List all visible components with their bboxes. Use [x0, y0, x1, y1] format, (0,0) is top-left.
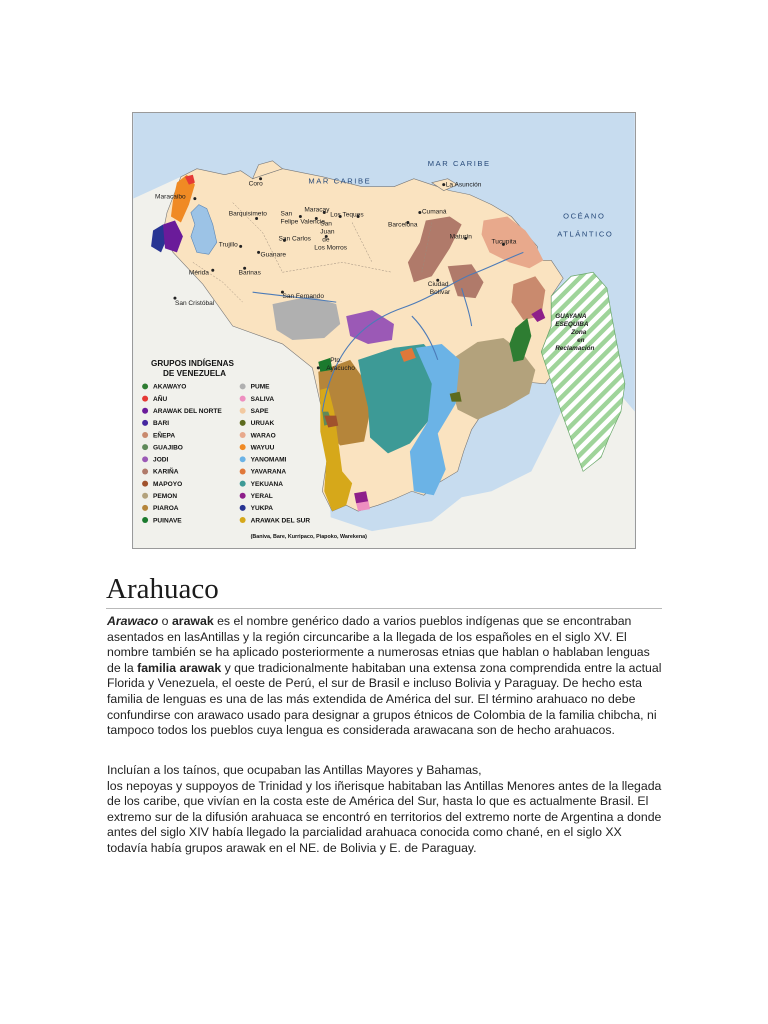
legend-title-1: GRUPOS INDÍGENAS [151, 358, 235, 368]
legend-label: SALIVA [250, 395, 275, 403]
legend-swatch [142, 396, 148, 402]
city-maracaibo: Maracaibo [155, 193, 186, 201]
paragraph-line-1: Incluían a los taínos, que ocupaban las Antillas Mayores y Bahamas, [107, 763, 482, 777]
legend-label: BARI [153, 420, 170, 428]
sea-label-atlantico: ATLÁNTICO [557, 229, 614, 239]
article-title: Arahuaco [106, 572, 662, 609]
term-arawak: arawak [171, 614, 214, 628]
legend-swatch [240, 408, 246, 414]
legend-label: YANOMAMI [250, 456, 287, 464]
legend-label: PUME [250, 383, 270, 391]
legend-title-2: DE VENEZUELA [163, 368, 227, 378]
city-merida: Mérida [188, 269, 209, 277]
city-sjm-4: Los Morros [314, 244, 348, 252]
legend-swatch [142, 481, 148, 487]
city-san-felipe-2: Felipe [280, 218, 299, 226]
legend-label: PUINAVE [153, 517, 182, 525]
legend-swatch [240, 383, 246, 389]
legend-swatch [142, 505, 148, 511]
legend-label: YEKUANA [250, 480, 283, 488]
legend-swatch [240, 517, 246, 523]
city-coro: Coro [248, 180, 263, 188]
legend-swatch [142, 444, 148, 450]
legend-label: YUKPA [250, 505, 274, 513]
legend-swatch [142, 456, 148, 462]
city-maturin: Maturín [449, 233, 472, 241]
city-san-cristobal: San Cristóbal [174, 300, 215, 308]
city-ciudad-bolivar-2: Bolívar [429, 289, 451, 297]
legend-swatch [240, 481, 246, 487]
legend-label: ARAWAK DEL NORTE [153, 408, 222, 416]
legend-label: WARAO [250, 432, 276, 440]
legend-label: YAVARANA [250, 468, 287, 476]
guayana-label-3: Zona [571, 328, 587, 336]
legend-note: (Baniva, Bare, Kurripaco, Piapoko, Warekena) [250, 534, 367, 541]
city-maracay: Maracay [304, 206, 330, 214]
legend-swatch [240, 396, 246, 402]
legend-swatch [142, 408, 148, 414]
sea-label-oceano: OCÉANO [563, 211, 606, 221]
city-tucupita: Tucupita [491, 238, 517, 246]
term-familia-arawak: familia arawak [137, 660, 222, 675]
legend-label: PIAROA [153, 505, 179, 513]
legend-label: ARAWAK DEL SUR [250, 517, 311, 525]
legend-swatch [142, 493, 148, 499]
legend-label: EÑEPA [153, 432, 176, 440]
paragraph-peoples [107, 763, 663, 857]
term-arawaco: Arawaco [107, 614, 159, 628]
venezuela-indigenous-groups-map [132, 112, 636, 549]
legend-swatch [240, 444, 246, 450]
guayana-label-4: en [577, 336, 585, 344]
legend-swatch [142, 383, 148, 389]
text-fragment: y que tradicionalmente habitaban una extensa zona comprendida entre la actual Florida y Venezuela, el oeste de Perú, el sur de Brasil e incluso Bolivia y Paraguay. De hecho esta familia de lenguas es una de las más extendida de América del sur. El término arahuaco no debe confundirse con arawaco usado para designar a grupos étnicos de Colombia de la familia chibcha, ni tampoco todos los pueblos cuya lengua es considerada arawacana son de hecho arahuacos. [107, 660, 662, 738]
city-san-fernando: San Fernando [282, 293, 324, 301]
legend-swatch [142, 432, 148, 438]
guayana-label-5: Reclamación [555, 344, 595, 352]
city-san-carlos: San Carlos [278, 235, 311, 243]
legend-swatch [142, 517, 148, 523]
guayana-label-2: ESEQUIBA [555, 321, 589, 329]
legend-label: YERAL [250, 493, 273, 501]
city-cumana: Cumaná [421, 208, 447, 216]
legend-label: SAPE [250, 408, 269, 416]
legend-label: KARIÑA [153, 468, 179, 476]
city-barquisimeto: Barquisimeto [228, 210, 267, 218]
city-ayacucho-1: Pto. [330, 356, 342, 364]
legend-label: AÑU [153, 395, 168, 403]
sea-label-caribe-right: MAR CARIBE [427, 158, 491, 168]
legend-label: AKAWAYO [153, 383, 187, 391]
city-los-teques: Los Teques [330, 211, 364, 219]
city-sjm-2: Juan [320, 228, 335, 236]
city-sjm-3: de [322, 236, 330, 244]
city-sjm-1: San [320, 220, 332, 228]
sea-label-caribe-left: MAR CARIBE [308, 176, 372, 186]
city-barcelona: Barcelona [387, 221, 418, 229]
legend-swatch [240, 456, 246, 462]
legend-swatch [240, 468, 246, 474]
city-trujillo: Trujillo [218, 241, 238, 249]
legend-label: GUAJIBO [153, 444, 183, 452]
legend-swatch [142, 468, 148, 474]
guayana-label-1: GUAYANA [555, 313, 587, 321]
legend-swatch [240, 432, 246, 438]
legend-label: PEMON [153, 493, 178, 501]
city-barinas: Barinas [238, 269, 261, 277]
city-ayacucho-2: Ayacucho [326, 364, 355, 372]
legend-swatch [240, 493, 246, 499]
city-san-felipe-1: San [280, 210, 293, 218]
legend-swatch [240, 505, 246, 511]
paragraph-intro [107, 614, 663, 739]
legend-label: JODI [153, 456, 169, 464]
legend-swatch [142, 420, 148, 426]
region-yeral-south [354, 491, 368, 503]
legend-label: MAPOYO [153, 480, 183, 488]
city-guanare: Guanare [260, 251, 287, 259]
legend-label: URUAK [250, 420, 275, 428]
legend-label: WAYUU [250, 444, 275, 452]
city-valencia: Valencia [300, 218, 326, 226]
city-la-asuncion: La Asunción [445, 181, 482, 189]
city-ciudad-bolivar-1: Ciudad [427, 281, 449, 289]
legend-swatch [240, 420, 246, 426]
text-fragment: o [158, 614, 172, 628]
paragraph-line-2: los nepoyas y suppoyos de Trinidad y los iñerisque habitaban las Antillas Menores antes de la llegada de los caribe, que vivían en la costa este de América del Sur, hasta lo que es actualmente Brasil. El extremo sur de la difusión arahuaca se encontró en territorios del extremo norte de Argentina a donde antes del siglo XIV había llegado la parcialidad arahuaca conocida como chané, en el siglo XX todavía había grupos arawak en el NE. de Bolivia y E. de Paraguay. [107, 778, 662, 855]
text-fragment: es el nombre genérico dado a varios pueblos indígenas que se encontraban asentados en lasAntillas y la región circuncaribe a la llegada de los españoles en el siglo XV. El nombre también se ha aplicado posteriormente a numerosas etnias que hablan o hablaban lenguas de la [107, 614, 650, 675]
